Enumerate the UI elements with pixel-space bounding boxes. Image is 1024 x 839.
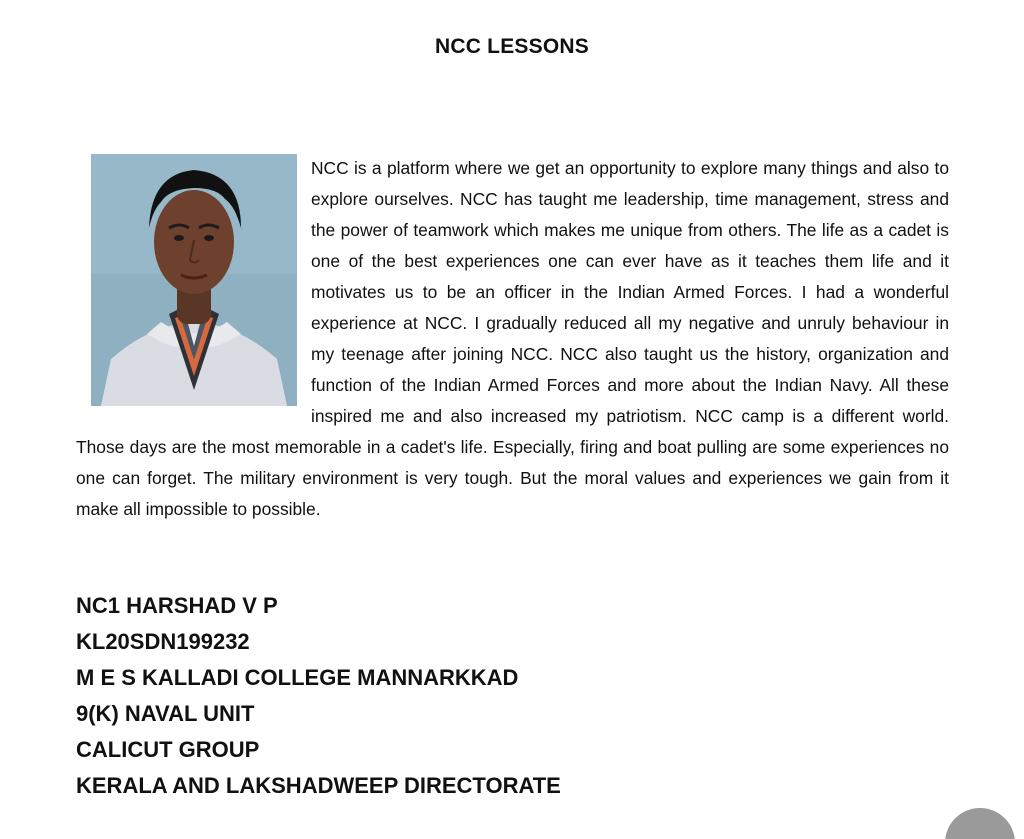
- signature-block: [76, 588, 561, 804]
- floating-action-button[interactable]: [945, 808, 1015, 839]
- cadet-id: KL20SDN199232: [76, 629, 250, 654]
- paragraph-text: NCC is a platform where we get an opportunity to explore many things and also to explore ourselves. NCC has taught me leadership, time management, stress and the power of teamwork which makes me unique from others. The life as a cadet is one of the best experiences one can ever have as it teaches them life and it motivates us to be an officer in the Indian Armed Forces. I had a wonderful experience at NCC. I gradually reduced all my negative and unruly behaviour in my teenage after joining NCC. NCC also taught us the history, organization and function of the Indian Armed Forces and more about the Indian Navy. All these inspired me and also increased my patriotism. NCC camp is a different world. Those days are the most memorable in a cadet's life. Especially, firing and boat pulling are some experiences no one can forget. The military environment is very tough. But the moral values and experiences we gain from it make all impossible to possible.: [76, 158, 949, 519]
- cadet-photo: [91, 154, 297, 406]
- article-body: [76, 153, 949, 525]
- cadet-portrait-icon: [91, 154, 297, 406]
- directorate-name: KERALA AND LAKSHADWEEP DIRECTORATE: [76, 773, 561, 798]
- page-title: NCC LESSONS: [435, 35, 589, 58]
- unit-name: 9(K) NAVAL UNIT: [76, 701, 255, 726]
- cadet-name: NC1 HARSHAD V P: [76, 593, 278, 618]
- group-name: CALICUT GROUP: [76, 737, 260, 762]
- college-name: M E S KALLADI COLLEGE MANNARKKAD: [76, 665, 519, 690]
